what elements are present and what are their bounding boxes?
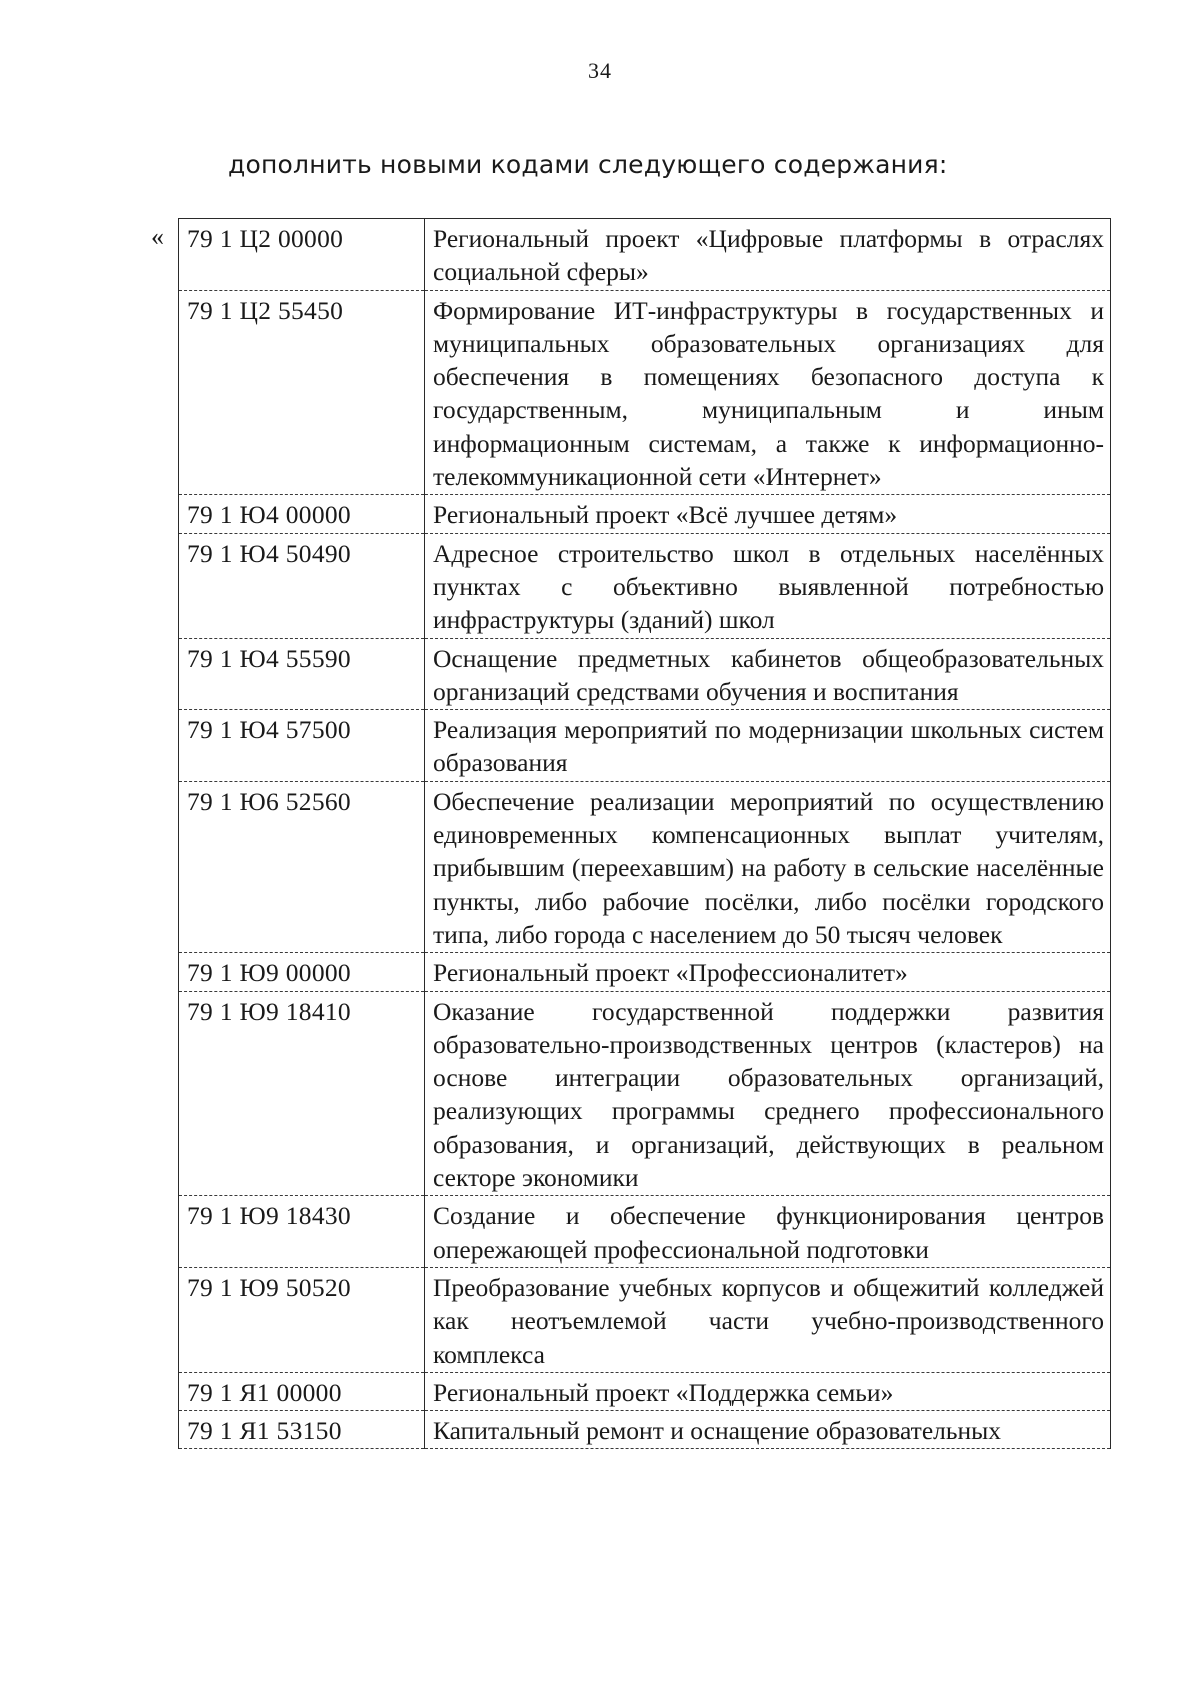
table-row <box>179 1267 1111 1372</box>
opening-quote-mark: « <box>151 222 164 251</box>
description-cell: Региональный проект «Поддержка семьи» <box>425 1372 1111 1410</box>
description-cell: Формирование ИТ-инфраструктуры в государственных и муниципальных образовательных организациях для обеспечения в помещениях безопасного доступа к государственным, муниципальным и иным информационным системам, а также к информационно-телекоммуникационной сети «Интернет» <box>425 290 1111 495</box>
table-row <box>179 219 1111 291</box>
budget-code-cell: 79 1 Я1 53150 <box>179 1411 425 1449</box>
intro-paragraph: дополнить новыми кодами следующего содержания: <box>228 150 948 179</box>
budget-code-cell: 79 1 Ю4 57500 <box>179 710 425 782</box>
budget-code-cell: 79 1 Ц2 00000 <box>179 219 425 291</box>
description-cell: Создание и обеспечение функционирования центров опережающей профессиональной подготовки <box>425 1196 1111 1268</box>
description-cell: Региональный проект «Цифровые платформы в отраслях социальной сферы» <box>425 219 1111 291</box>
budget-code-cell: 79 1 Ю9 50520 <box>179 1267 425 1372</box>
table-row <box>179 1372 1111 1410</box>
description-cell: Реализация мероприятий по модернизации школьных систем образования <box>425 710 1111 782</box>
table-row <box>179 781 1111 952</box>
table-row <box>179 495 1111 533</box>
budget-codes-table <box>178 218 1111 1449</box>
description-cell: Адресное строительство школ в отдельных населённых пунктах с объективно выявленной потребностью инфраструктуры (зданий) школ <box>425 533 1111 638</box>
description-cell: Капитальный ремонт и оснащение образовательных <box>425 1411 1111 1449</box>
budget-code-cell: 79 1 Ю4 50490 <box>179 533 425 638</box>
page-number: 34 <box>588 58 612 83</box>
budget-code-cell: 79 1 Ю9 18430 <box>179 1196 425 1268</box>
description-cell: Оказание государственной поддержки развития образовательно-производственных центров (кластеров) на основе интеграции образовательных организаций, реализующих программы среднего профессионального образования, и организаций, действующих в реальном секторе экономики <box>425 991 1111 1196</box>
budget-code-cell: 79 1 Ц2 55450 <box>179 290 425 495</box>
budget-code-cell: 79 1 Ю6 52560 <box>179 781 425 952</box>
table-row <box>179 1411 1111 1449</box>
table-row <box>179 953 1111 991</box>
budget-code-cell: 79 1 Ю9 00000 <box>179 953 425 991</box>
description-cell: Оснащение предметных кабинетов общеобразовательных организаций средствами обучения и воспитания <box>425 638 1111 710</box>
table-row <box>179 991 1111 1196</box>
description-cell: Региональный проект «Всё лучшее детям» <box>425 495 1111 533</box>
budget-code-cell: 79 1 Ю9 18410 <box>179 991 425 1196</box>
table-row <box>179 710 1111 782</box>
table-row <box>179 638 1111 710</box>
budget-code-cell: 79 1 Я1 00000 <box>179 1372 425 1410</box>
table-row <box>179 533 1111 638</box>
description-cell: Региональный проект «Профессионалитет» <box>425 953 1111 991</box>
table-row <box>179 1196 1111 1268</box>
description-cell: Обеспечение реализации мероприятий по осуществлению единовременных компенсационных выплат учителям, прибывшим (переехавшим) на работу в сельские населённые пункты, либо рабочие посёлки, либо посёлки городского типа, либо города с населением до 50 тысяч человек <box>425 781 1111 952</box>
budget-code-cell: 79 1 Ю4 00000 <box>179 495 425 533</box>
description-cell: Преобразование учебных корпусов и общежитий колледжей как неотъемлемой части учебно-производственного комплекса <box>425 1267 1111 1372</box>
table-row <box>179 290 1111 495</box>
budget-code-cell: 79 1 Ю4 55590 <box>179 638 425 710</box>
